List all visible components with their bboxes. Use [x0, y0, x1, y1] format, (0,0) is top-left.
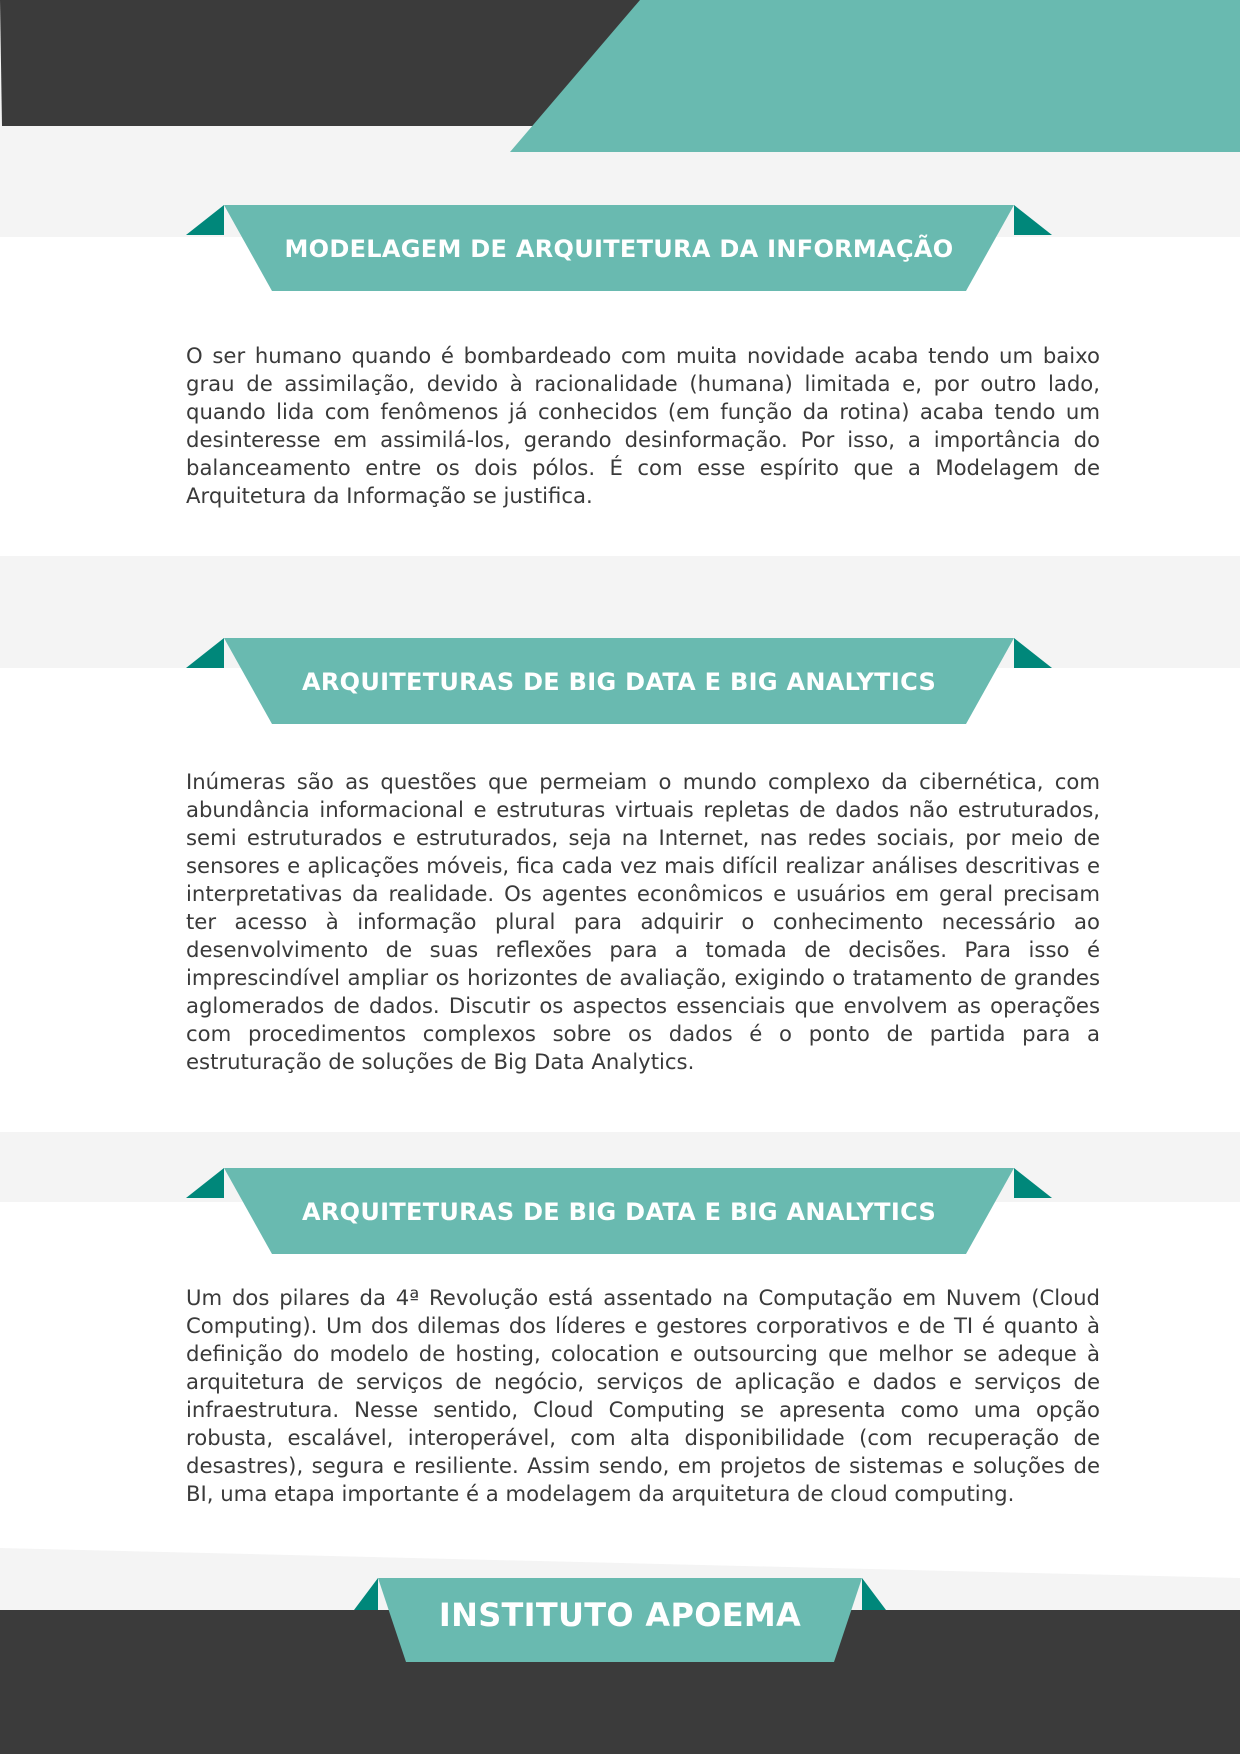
section-ribbon-1: [186, 205, 1052, 291]
ribbon-fold-right: [1014, 1168, 1052, 1198]
ribbon-fold-right: [1014, 205, 1052, 235]
section-body: Inúmeras são as questões que permeiam o mundo complexo da cibernética, com abundância informacional e estruturas virtuais repletas de dados não estruturados, semi estruturados e estruturados, seja na Internet, nas redes sociais, por meio de sensores e aplicações móveis, fica cada vez mais difícil realizar análises descritivas e interpretativas da realidade. Os agentes econômicos e usuários em geral precisam ter acesso à informação plural para adquirir o conhecimento necessário ao desenvolvimento de suas reflexões para a tomada de decisões. Para isso é imprescindível ampliar os horizontes de avaliação, exigindo o tratamento de grandes aglomerados de dados. Discutir os aspectos essenciais que envolvem as operações com procedimentos complexos sobre os dados é o ponto de partida para a estruturação de soluções de Big Data Analytics.: [186, 769, 1100, 1074]
footer-brand: INSTITUTO APOEMA: [438, 1596, 802, 1634]
footer-shapes: [0, 1548, 1240, 1754]
ribbon-fold-left: [186, 1168, 224, 1198]
section-title: ARQUITETURAS DE BIG DATA E BIG ANALYTICS: [301, 668, 937, 696]
section-body: O ser humano quando é bombardeado com muita novidade acaba tendo um baixo grau de assimilação, devido à racionalidade (humana) limitada e, por outro lado, quando lida com fenômenos já conhecidos (em função da rotina) acaba tendo um desinteresse em assimilá-los, gerando desinformação. Por isso, a importância do balanceamento entre os dois pólos. É com esse espírito que a Modelagem de Arquitetura da Informação se justifica.: [186, 343, 1100, 508]
header-dark-block: [0, 0, 645, 126]
ribbon-fold-left: [186, 205, 224, 235]
section-title: MODELAGEM DE ARQUITETURA DA INFORMAÇÃO: [284, 235, 954, 263]
footer-decoration: [0, 1548, 1240, 1754]
section-ribbon-3: [186, 1168, 1052, 1254]
header-shapes: [0, 0, 1240, 240]
section-ribbon-2: [186, 638, 1052, 724]
ribbon-fold-left: [186, 638, 224, 668]
section-title: ARQUITETURAS DE BIG DATA E BIG ANALYTICS: [301, 1198, 937, 1226]
section-body: Um dos pilares da 4ª Revolução está assentado na Computação em Nuvem (Cloud Computing). Um dos dilemas dos líderes e gestores corporativos e de TI é quanto à definição do modelo de hosting, colocation e outsourcing que melhor se adeque à arquitetura de serviços de negócio, serviços de aplicação e dados e serviços de infraestrutura. Nesse sentido, Cloud Computing se apresenta como uma opção robusta, escalável, interoperável, com alta disponibilidade (com recuperação de desastres), segura e resiliente. Assim sendo, em projetos de sistemas e soluções de BI, uma etapa importante é a modelagem da arquitetura de cloud computing.: [186, 1285, 1100, 1506]
header-decoration: [0, 0, 1240, 240]
ribbon-fold-right: [1014, 638, 1052, 668]
